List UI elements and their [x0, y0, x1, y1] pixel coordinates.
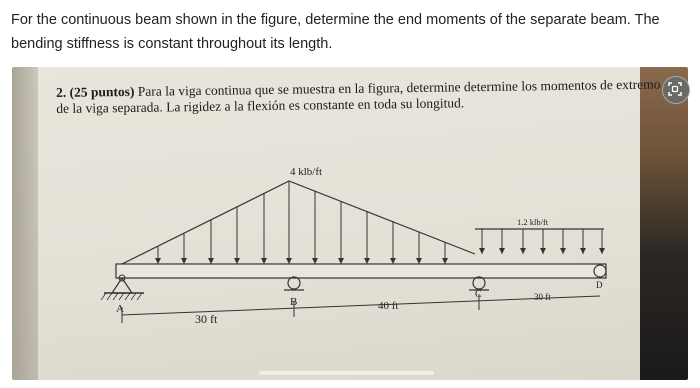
- span-bc-label: 40 ft: [378, 300, 399, 312]
- question-text: For the continuous beam shown in the figure, determine the end moments of the separate beam. The bending stiffness is constant throughout its length.: [11, 12, 660, 52]
- triangular-load-outline: [122, 181, 475, 264]
- support-a-label: A: [116, 303, 124, 315]
- problem-line-1: Para la viga continua que se muestra en la figura, determine determine los momentos de extremo: [137, 76, 661, 99]
- span-ab-label: 30 ft: [195, 312, 218, 326]
- span-cd-label: 30 ft: [534, 292, 551, 302]
- support-a-pin: [112, 278, 132, 293]
- home-indicator[interactable]: [259, 371, 434, 375]
- support-b-roller: [288, 277, 300, 289]
- support-c-roller: [473, 277, 485, 289]
- problem-line-2: de la viga separada. La rigidez a la flexión es constante en toda su longitud.: [56, 95, 465, 116]
- uniform-load-arrowheads: [479, 248, 605, 254]
- load-1-label: 4 klb/ft: [290, 166, 323, 178]
- dimension-line: [122, 296, 600, 315]
- scan-icon-glyph: [668, 82, 682, 96]
- beam: [116, 264, 606, 278]
- scan-icon[interactable]: [662, 76, 690, 104]
- support-d-label: D: [596, 280, 603, 290]
- load-2-label: 1.2 klb/ft: [517, 217, 549, 227]
- beam-diagram: [12, 67, 688, 380]
- support-c-label: C: [475, 289, 482, 300]
- support-a-hatch: [101, 293, 142, 300]
- problem-photo: [12, 67, 688, 380]
- dimension-ticks: [122, 294, 479, 323]
- triangular-load-arrows: [158, 181, 445, 264]
- problem-number: 2. (25 puntos): [56, 83, 135, 100]
- support-b-label: B: [290, 296, 298, 308]
- triangular-load-arrowheads: [155, 258, 448, 264]
